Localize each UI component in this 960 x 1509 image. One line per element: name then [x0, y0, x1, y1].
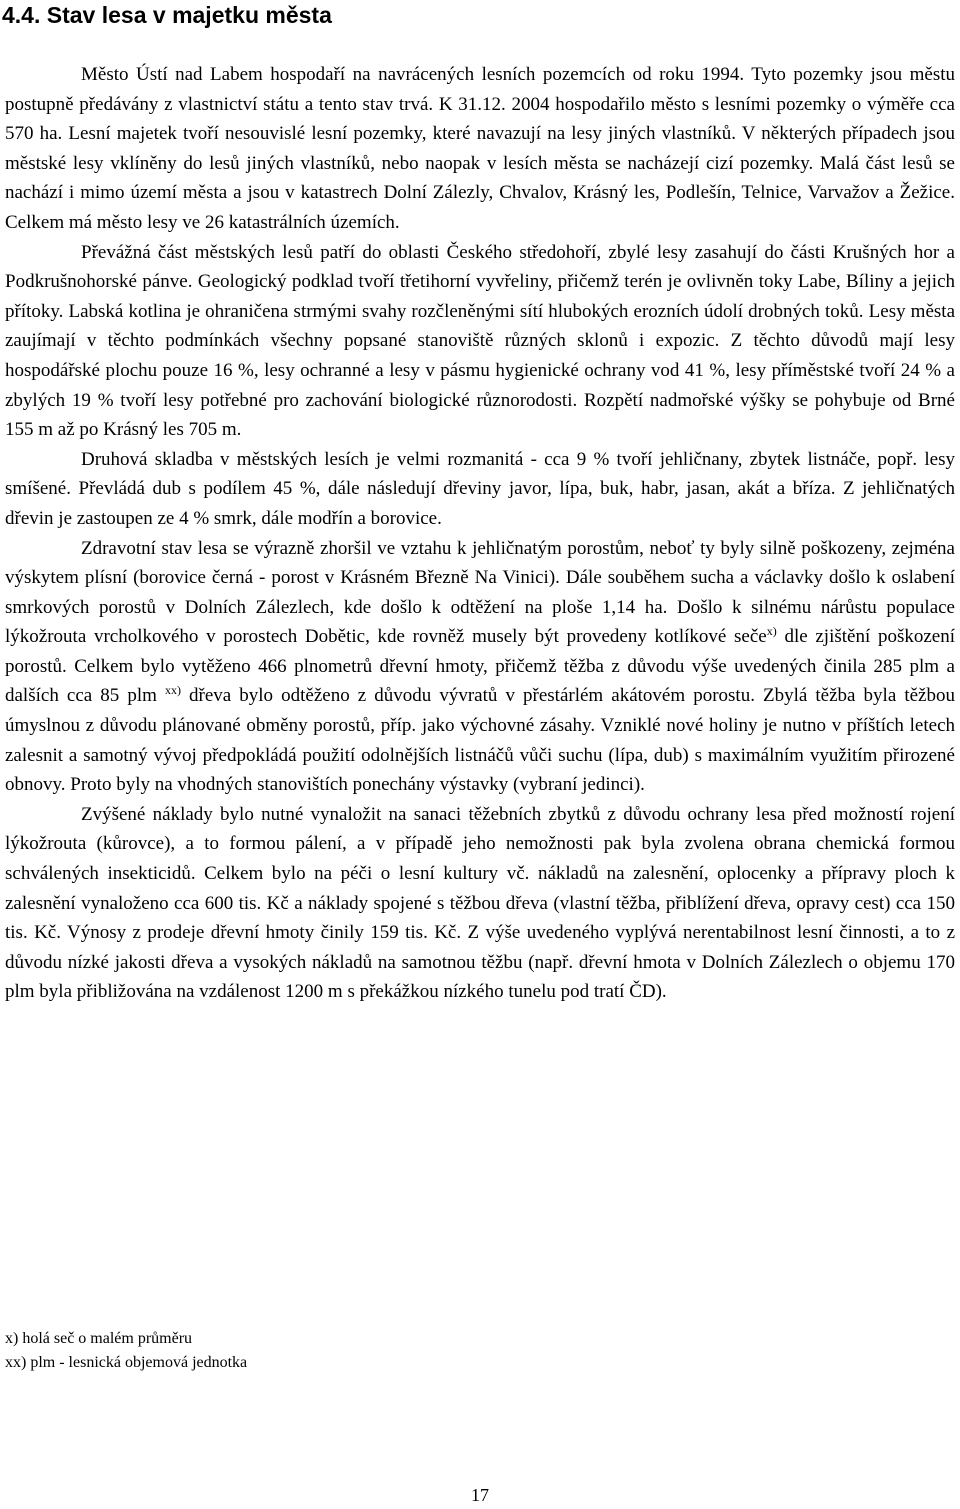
paragraph	[5, 534, 955, 800]
footnotes	[5, 1327, 805, 1375]
paragraph	[5, 238, 955, 445]
section-heading: 4.4. Stav lesa v majetku města	[2, 2, 332, 28]
footnote-reference: x)	[766, 624, 777, 639]
paragraph-text: Převážná část městských lesů patří do oblasti Českého středohoří, zbylé lesy zasahují do části Krušných hor a Podkrušnohorské pánve. Geologický podklad tvoří třetihorní vyvřeliny, přičemž terén je ovlivněn toky Labe, Bíliny a jejich přítoky. Labská kotlina je ohraničena strmými svahy rozčleněnými sítí hlubokých erozních údolí drobných toků. Lesy města zaujímají v těchto podmínkách všechny popsané stanoviště různých sklonů i expozic. Z těchto důvodů mají lesy hospodářské plochu pouze 16 %, lesy ochranné a lesy v pásmu hygienické ochrany vod 41 %, lesy příměstské tvoří 24 % a zbylých 19 % tvoří lesy potřebné pro zachování biologické různorodosti. Rozpětí nadmořské výšky se pohybuje od Brné 155 m až po Krásný les 705 m.	[5, 241, 955, 441]
footnote: x) holá seč o malém průměru	[5, 1330, 193, 1347]
paragraph	[5, 800, 955, 1007]
paragraph-text: dle zjištění poškození porostů. Celkem bylo vytěženo 466 plnometrů dřevní hmoty, přičemž těžba z důvodu výše uvedených činila 285 plm a dalších cca 85 plm	[5, 626, 955, 707]
document-body	[5, 60, 955, 1007]
paragraph-text: dřeva bylo odtěženo z důvodu vývratů v přestárlém akátovém porostu. Zbylá těžba byla těžbou úmyslnou z důvodu plánované obměny porostů, příp. jako výchovné zásahy. Vzniklé nové holiny je nutno v příštích letech zalesnit a samotný vývoj předpokládá použití odolnějších listnáčů vůči suchu (lípa, dub) s maximálním využitím přirozené obnovy. Proto byly na vhodných stanovištích ponechány výstavky (vybraní jedinci).	[5, 685, 955, 796]
footnote: xx) plm - lesnická objemová jednotka	[5, 1354, 248, 1371]
paragraph-text: Město Ústí nad Labem hospodaří na navrácených lesních pozemcích od roku 1994. Tyto pozemky jsou městu postupně předávány z vlastnictví státu a tento stav trvá. K 31.12. 2004 hospodařilo město s lesními pozemky o výměře cca 570 ha. Lesní majetek tvoří nesouvislé lesní pozemky, které navazují na lesy jiných vlastníků. V některých případech jsou městské lesy vklíněny do lesů jiných vlastníků, nebo naopak v lesích města se nacházejí cizí pozemky. Malá část lesů se nachází i mimo území města a jsou v katastrech Dolní Zálezly, Chvalov, Krásný les, Podlešín, Telnice, Varvažov a Žežice. Celkem má město lesy ve 26 katastrálních územích.	[5, 64, 955, 233]
paragraph-text: Zvýšené náklady bylo nutné vynaložit na sanaci těžebních zbytků z důvodu ochrany lesa před možností rojení lýkožrouta (kůrovce), a to formou pálení, a v případě jeho nemožnosti pak byla zvolena obrana chemická formou schválených insekticidů. Celkem bylo na péči o lesní kultury vč. nákladů na zalesnění, oplocenky a přípravy ploch k zalesnění vynaloženo cca 600 tis. Kč a náklady spojené s těžbou dřeva (vlastní těžba, přiblížení dřeva, opravy cest) cca 150 tis. Kč. Výnosy z prodeje dřevní hmoty činily 159 tis. Kč. Z výše uvedeného vyplývá nerentabilnost lesní činnosti, a to z důvodu nízké jakosti dřeva a vysokých nákladů na samotnou těžbu (např. dřevní hmota v Dolních Zálezlech o objemu 170 plm byla přibližována na vzdálenost 1200 m s překážkou nízkého tunelu pod tratí ČD).	[5, 803, 955, 1003]
page-number: 17	[471, 1485, 489, 1505]
footnote-reference: xx)	[164, 683, 181, 698]
paragraph-text: Druhová skladba v městských lesích je velmi rozmanitá - cca 9 % tvoří jehličnany, zbytek listnáče, popř. lesy smíšené. Převládá dub s podílem 45 %, dále následují dřeviny javor, lípa, buk, habr, jasan, akát a bříza. Z jehličnatých dřevin je zastoupen ze 4 % smrk, dále modřín a borovice.	[5, 448, 955, 529]
paragraph	[5, 60, 955, 238]
paragraph-text: Zdravotní stav lesa se výrazně zhoršil ve vztahu k jehličnatým porostům, neboť ty byly silně poškozeny, zejména výskytem plísní (borovice černá - porost v Krásném Březně Na Vinici). Dále souběhem sucha a václavky došlo k oslabení smrkových porostů v Dolních Zálezlech, kde došlo k odtěžení na ploše 1,14 ha. Došlo k silnému nárůstu populace lýkožrouta vrcholkového v porostech Dobětic, kde rovněž musely být provedeny kotlíkové seče	[5, 537, 955, 648]
paragraph	[5, 445, 955, 534]
